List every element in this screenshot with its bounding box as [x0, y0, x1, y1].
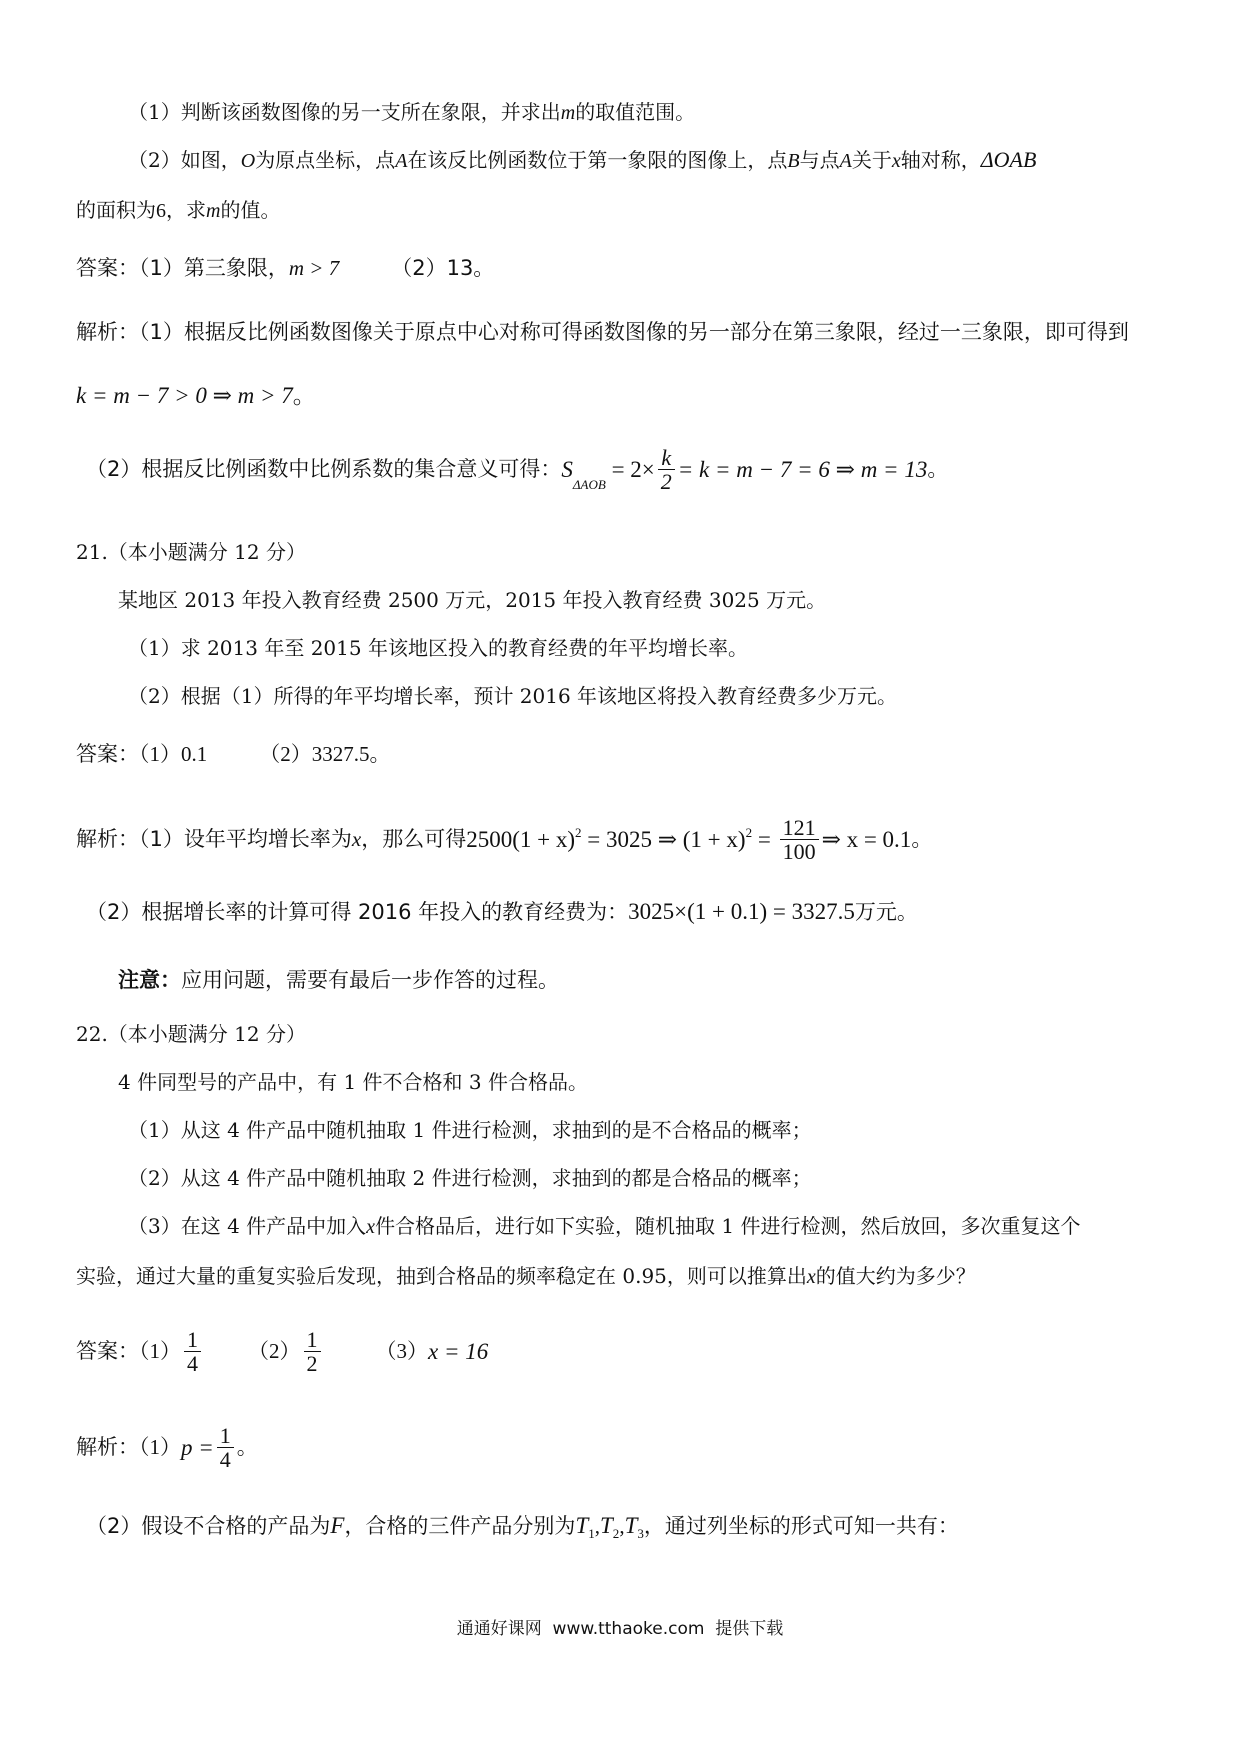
q21-stem: 某地区 2013 年投入教育经费 2500 万元，2015 年投入教育经费 3025 万元。: [118, 588, 827, 612]
q21-analysis-1: 解析：（1）设年平均增长率为x，那么可得$2500(1 + x)^2 = 3025$ ⇒ $(1 + x)^2$ = $\frac{121}{100}$ ⇒ x = 0.1。: [76, 815, 933, 865]
q22-question-2: （2）从这 4 件产品中随机抽取 2 件进行检测，求抽到的都是合格品的概率；: [128, 1166, 812, 1190]
page-footer: 通通好课网 www.tthaoke.com 提供下载: [456, 1619, 784, 1639]
q22-stem: 4 件同型号的产品中，有 1 件不合格和 3 件合格品。: [118, 1070, 588, 1094]
q20-part2-line2: 的面积为6，求m的值。: [76, 198, 281, 222]
fraction-k-over-2: $\frac{k}{2}$: [658, 446, 675, 493]
q20-analysis-2: （2）根据反比例函数中比例系数的集合意义可得：$S_{\Delta AOB} = 2\times$ $\frac{k}{2}$ = k = m − 7 = 6 ⇒ m = 13。: [86, 445, 949, 495]
q22-question-3-line1: （3）在这 4 件产品中加入x件合格品后，进行如下实验，随机抽取 1 件进行检测，然后放回，多次重复这个: [128, 1214, 1081, 1238]
fraction-p-1-over-4: $\frac{1}{4}$: [217, 1424, 234, 1471]
q22-answer: 答案：（1） $\frac{1}{4}$ （2） $\frac{1}{2}$ （3）x = 16: [76, 1327, 489, 1377]
q22-heading: 22.（本小题满分 12 分）: [76, 1022, 306, 1046]
fraction-121-over-100: $\frac{121}{100}$: [780, 816, 819, 863]
q21-analysis-2: （2）根据增长率的计算可得 2016 年投入的教育经费为：3025×(1 + 0.1) = 3327.5万元。: [86, 899, 918, 924]
q21-note: 注意：应用问题，需要有最后一步作答的过程。: [118, 968, 559, 992]
q20-analysis-1: 解析：（1）根据反比例函数图像关于原点中心对称可得函数图像的另一部分在第三象限，经过一三象限，即可得到: [76, 320, 1129, 344]
q21-question-1: （1）求 2013 年至 2015 年该地区投入的教育经费的年平均增长率。: [128, 636, 748, 660]
q22-analysis-2: （2）假设不合格的产品为F，合格的三件产品分别为$T_1,T_2,T_3$，通过列坐标的形式可知一共有：: [86, 1513, 959, 1542]
q22-analysis-1: 解析：（1）p = $\frac{1}{4}$ 。: [76, 1423, 258, 1473]
q20-part2-line1: （2）如图，O为原点坐标，点A在该反比例函数位于第一象限的图像上，点B与点A关于x轴对称，ΔOAB: [128, 147, 1037, 172]
q21-question-2: （2）根据（1）所得的年平均增长率，预计 2016 年该地区将投入教育经费多少万元。: [128, 684, 898, 708]
q20-answer: 答案：（1）第三象限，m > 7 （2）13。: [76, 256, 495, 280]
fraction-1-over-2: $\frac{1}{2}$: [304, 1328, 321, 1375]
q22-question-1: （1）从这 4 件产品中随机抽取 1 件进行检测，求抽到的是不合格品的概率；: [128, 1118, 812, 1142]
q20-part1: （1）判断该函数图像的另一支所在象限，并求出m的取值范围。: [128, 100, 696, 124]
q21-answer: 答案：（1）0.1 （2）3327.5。: [76, 742, 391, 766]
q21-heading: 21.（本小题满分 12 分）: [76, 540, 306, 564]
q22-question-3-line2: 实验，通过大量的重复实验后发现，抽到合格品的频率稳定在 0.95，则可以推算出x的值大约为多少？: [76, 1264, 976, 1288]
q20-analysis-1-math: k = m − 7 > 0 ⇒ m > 7。: [76, 383, 316, 409]
fraction-1-over-4: $\frac{1}{4}$: [184, 1328, 201, 1375]
